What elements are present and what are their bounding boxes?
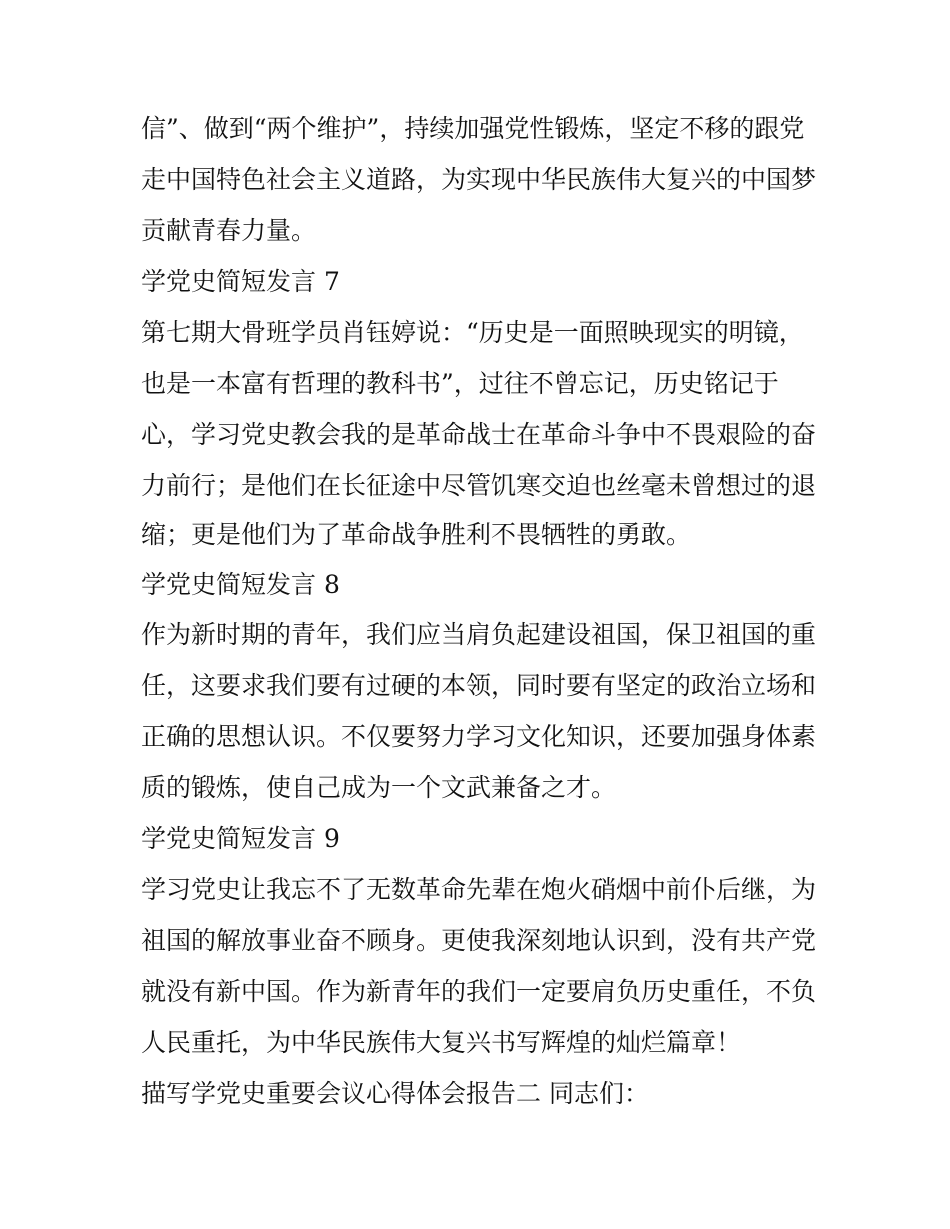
paragraph-line: 祖国的解放事业奋不顾身。更使我深刻地认识到，没有共产党 (141, 926, 817, 955)
paragraph-line: 第七期大骨班学员肖钰婷说：“历史是一面照映现实的明镜， (141, 318, 804, 347)
paragraph-line: 正确的思想认识。不仅要努力学习文化知识，还要加强身体素 (141, 722, 817, 751)
section-heading: 描写学党史重要会议心得体会报告二 同志们： (141, 1079, 649, 1108)
paragraph-line: 贡献青春力量。 (141, 216, 317, 245)
paragraph-line: 心，学习党史教会我的是革命战士在革命斗争中不畏艰险的奋 (141, 420, 817, 449)
paragraph-line: 作为新时期的青年，我们应当肩负起建设祖国，保卫祖国的重 (141, 620, 817, 649)
paragraph-line: 学习党史让我忘不了无数革命先辈在炮火硝烟中前仆后继，为 (141, 875, 817, 904)
section-heading: 学党史简短发言 8 (141, 570, 340, 599)
paragraph-line: 缩；更是他们为了革命战争胜利不畏牺牲的勇敢。 (141, 520, 692, 549)
section-heading: 学党史简短发言 7 (141, 267, 340, 296)
paragraph-line: 信”、做到“两个维护”，持续加强党性锻炼，坚定不移的跟党 (141, 114, 805, 143)
paragraph-line: 任，这要求我们要有过硬的本领，同时要有坚定的政治立场和 (141, 671, 817, 700)
section-heading: 学党史简短发言 9 (141, 824, 340, 853)
paragraph-line: 人民重托，为中华民族伟大复兴书写辉煌的灿烂篇章！ (141, 1028, 742, 1057)
paragraph-line: 走中国特色社会主义道路，为实现中华民族伟大复兴的中国梦 (141, 165, 817, 194)
paragraph-line: 也是一本富有哲理的教科书”，过往不曾忘记，历史铭记于 (141, 369, 779, 398)
paragraph-line: 力前行；是他们在长征途中尽管饥寒交迫也丝毫未曾想过的退 (141, 471, 817, 500)
paragraph-line: 就没有新中国。作为新青年的我们一定要肩负历史重任，不负 (141, 977, 817, 1006)
paragraph-line: 质的锻炼，使自己成为一个文武兼备之才。 (141, 773, 617, 802)
